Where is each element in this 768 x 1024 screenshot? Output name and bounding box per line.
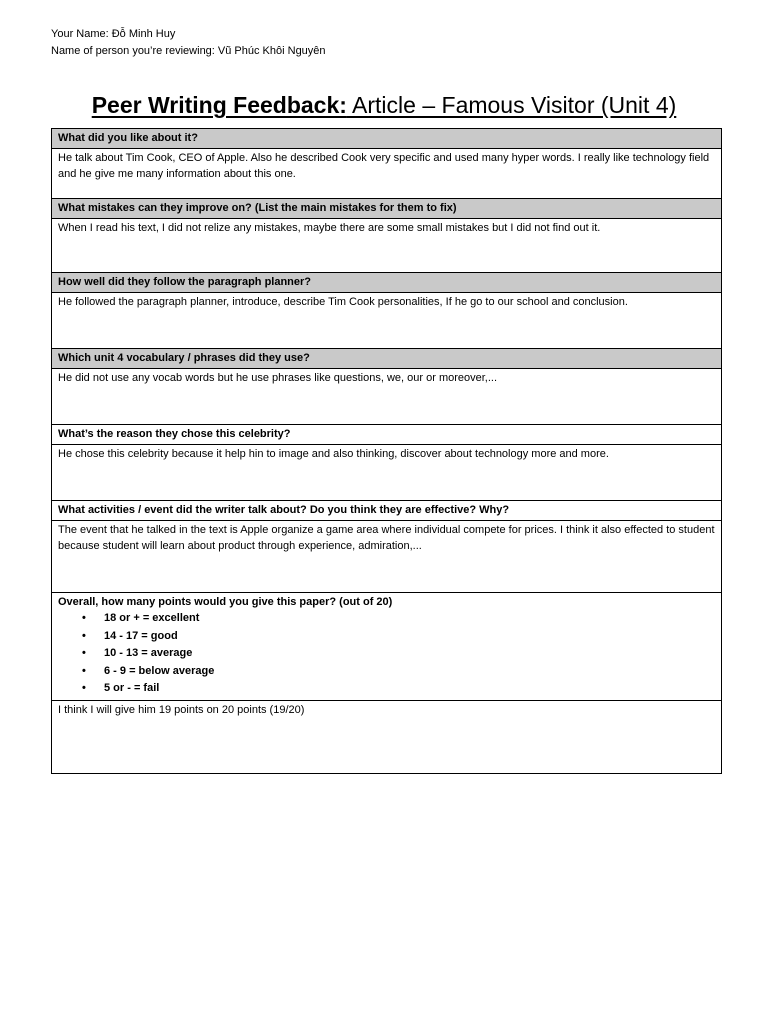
question-vocabulary: Which unit 4 vocabulary / phrases did they use? <box>52 349 722 369</box>
list-item: • 5 or - = fail <box>104 680 715 698</box>
question-reason: What’s the reason they chose this celebrity? <box>52 425 722 445</box>
reviewee-name-line: Name of person you’re reviewing: Vũ Phúc Khôi Nguyên <box>51 45 326 57</box>
question-activities: What activities / event did the writer talk about? Do you think they are effective? Why? <box>52 501 722 521</box>
table-row <box>52 521 722 593</box>
table-row <box>52 273 722 293</box>
answer-reason: He chose this celebrity because it help hin to image and also thinking, discover about technology more and more. <box>52 445 722 501</box>
overall-cell <box>52 593 722 701</box>
table-row <box>52 293 722 349</box>
question-mistakes: What mistakes can they improve on? (List the main mistakes for them to fix) <box>52 199 722 219</box>
answer-activities: The event that he talked in the text is Apple organize a game area where individual compete for prices. I think it also effected to student because student will learn about product through experience, admiration,... <box>52 521 722 593</box>
answer-like: He talk about Tim Cook, CEO of Apple. Also he described Cook very specific and used many hyper words. I really like technology field and he give me many information about this one. <box>52 149 722 199</box>
page-title-rest: Article – Famous Visitor (Unit 4) <box>346 92 677 118</box>
answer-planner: He followed the paragraph planner, introduce, describe Tim Cook personalities, If he go to our school and conclusion. <box>52 293 722 349</box>
table-row <box>52 700 722 773</box>
table-row <box>52 501 722 521</box>
answer-mistakes: When I read his text, I did not relize any mistakes, maybe there are some small mistakes but I did not find out it. <box>52 219 722 273</box>
table-row <box>52 425 722 445</box>
page-title-bold: Peer Writing Feedback: <box>91 92 347 118</box>
list-item: • 6 - 9 = below average <box>104 663 715 681</box>
answer-overall: I think I will give him 19 points on 20 points (19/20) <box>52 700 722 773</box>
grading-scale-list <box>58 610 715 698</box>
list-item: • 18 or + = excellent <box>104 610 715 628</box>
your-name-line: Your Name: Đỗ Minh Huy <box>51 28 176 40</box>
table-row <box>52 199 722 219</box>
feedback-table <box>51 128 722 774</box>
answer-vocabulary: He did not use any vocab words but he use phrases like questions, we, our or moreover,... <box>52 369 722 425</box>
list-item: • 10 - 13 = average <box>104 645 715 663</box>
table-row <box>52 445 722 501</box>
table-row <box>52 349 722 369</box>
list-item: • 14 - 17 = good <box>104 628 715 646</box>
table-row <box>52 593 722 701</box>
table-row <box>52 129 722 149</box>
table-row <box>52 149 722 199</box>
question-overall: Overall, how many points would you give this paper? (out of 20) <box>58 596 393 608</box>
table-row <box>52 219 722 273</box>
page-title <box>0 90 768 120</box>
table-row <box>52 369 722 425</box>
question-like: What did you like about it? <box>52 129 722 149</box>
reviewer-info <box>51 26 326 60</box>
question-planner: How well did they follow the paragraph planner? <box>52 273 722 293</box>
